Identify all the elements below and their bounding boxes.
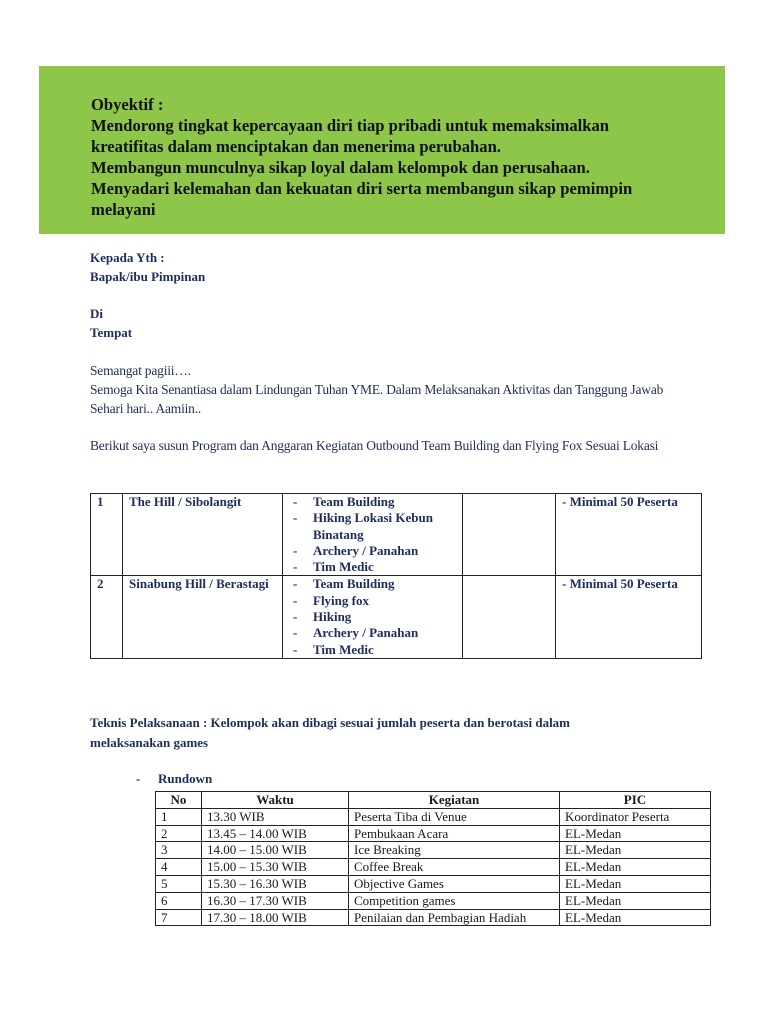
cell-no: 4 [156,859,202,876]
cell-no: 7 [156,909,202,926]
table-row [91,494,702,576]
column-header: PIC [560,792,711,809]
cell-no: 5 [156,875,202,892]
cell-pic: EL-Medan [560,842,711,859]
program-table [90,493,702,659]
program-activities [283,494,463,576]
cell-time: 13.45 – 14.00 WIB [202,825,349,842]
cell-time: 13.30 WIB [202,808,349,825]
table-row [156,808,711,825]
activity-item: - Team Building [289,494,456,510]
objective-heading: Obyektif : [91,95,164,114]
rundown-title: Rundown [158,771,213,786]
cell-activity: Peserta Tiba di Venue [349,808,560,825]
activity-item: - Team Building [289,576,456,592]
objective-line: Membangun munculnya sikap loyal dalam kelompok dan perusahaan. [91,158,590,177]
cell-pic: EL-Medan [560,825,711,842]
cell-no: 3 [156,842,202,859]
activity-item: - Archery / Panahan [289,625,456,641]
cell-time: 14.00 – 15.00 WIB [202,842,349,859]
greeting-text: Semangat pagiii…. [90,363,191,378]
table-row [156,842,711,859]
cell-time: 15.30 – 16.30 WIB [202,875,349,892]
cell-activity: Objective Games [349,875,560,892]
address-to: Kepada Yth : [90,250,165,265]
program-empty-cell [463,494,556,576]
bullet-dash: - [136,771,141,786]
address-recipient: Bapak/ibu Pimpinan [90,269,206,284]
cell-activity: Competition games [349,892,560,909]
address-di: Di [90,306,103,321]
cell-activity: Pembukaan Acara [349,825,560,842]
rundown-table [155,791,711,926]
cell-pic: Koordinator Peserta [560,808,711,825]
cell-pic: EL-Medan [560,892,711,909]
cell-pic: EL-Medan [560,875,711,892]
program-note: - Minimal 50 Peserta [556,494,702,576]
cell-activity: Penilaian dan Pembagian Hadiah [349,909,560,926]
table-row [156,859,711,876]
address-place: Tempat [90,325,133,340]
intro-text: Berikut saya susun Program dan Anggaran Kegiatan Outbound Team Building dan Flying Fox Sesuai Lokasi [90,438,659,453]
table-row [156,875,711,892]
cell-no: 2 [156,825,202,842]
blessing-text: Semoga Kita Senantiasa dalam Lindungan Tuhan YME. Dalam Melaksanakan Aktivitas dan Tanggung Jawab Sehari hari.. Aamiin.. [90,382,664,416]
table-row [156,892,711,909]
cell-activity: Ice Breaking [349,842,560,859]
rundown-label [136,771,212,787]
program-no: 2 [91,576,123,658]
activity-item: - Tim Medic [289,559,456,575]
cell-time: 17.30 – 18.00 WIB [202,909,349,926]
column-header: Waktu [202,792,349,809]
cell-activity: Coffee Break [349,859,560,876]
activity-item: - Tim Medic [289,642,456,658]
program-no: 1 [91,494,123,576]
program-note: - Minimal 50 Peserta [556,576,702,658]
cell-no: 1 [156,808,202,825]
program-location: The Hill / Sibolangit [123,494,283,576]
activity-item: - Hiking Lokasi Kebun Binatang [289,510,456,543]
objective-banner [39,66,725,234]
table-row [156,825,711,842]
program-activities [283,576,463,658]
cell-no: 6 [156,892,202,909]
cell-pic: EL-Medan [560,909,711,926]
column-header: No [156,792,202,809]
table-header-row [156,792,711,809]
program-empty-cell [463,576,556,658]
activity-item: - Flying fox [289,593,456,609]
cell-time: 15.00 – 15.30 WIB [202,859,349,876]
cell-pic: EL-Medan [560,859,711,876]
column-header: Kegiatan [349,792,560,809]
table-row [156,909,711,926]
program-location: Sinabung Hill / Berastagi [123,576,283,658]
teknis-pelaksanaan: Teknis Pelaksanaan : Kelompok akan dibagi sesuai jumlah peserta dan berotasi dalam melaksanakan games [90,715,571,750]
activity-item: - Archery / Panahan [289,543,456,559]
objective-line: Menyadari kelemahan dan kekuatan diri serta membangun sikap pemimpin melayani [91,179,633,219]
cell-time: 16.30 – 17.30 WIB [202,892,349,909]
objective-line: Mendorong tingkat kepercayaan diri tiap pribadi untuk memaksimalkan kreatifitas dalam menciptakan dan menerima perubahan. [91,116,610,156]
activity-item: - Hiking [289,609,456,625]
table-row [91,576,702,658]
